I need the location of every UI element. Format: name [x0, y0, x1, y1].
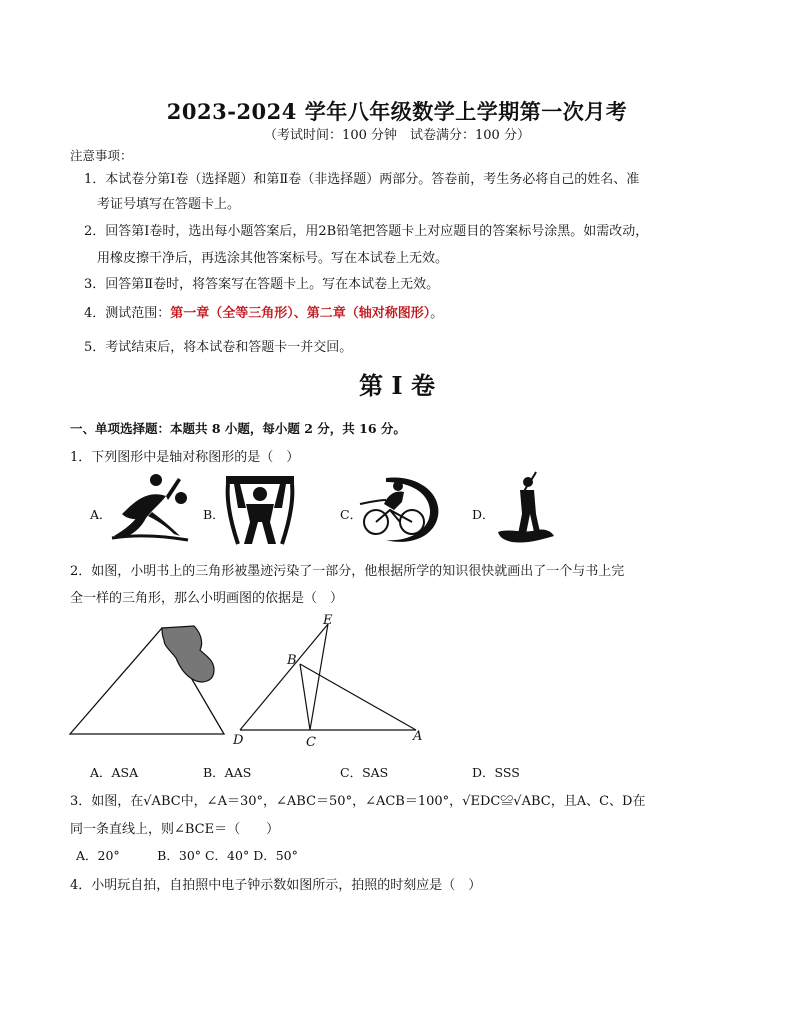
q2-stem-line-1: 2．如图，小明书上的三角形被墨迹污染了一部分，他根据所学的知识很快就画出了一个与书上完: [70, 564, 625, 579]
q3-options: A．20° B．30° C．40° D．50°: [76, 848, 298, 863]
q1-option-a-label: A．: [90, 507, 112, 522]
notice-item-3: 3．回答第Ⅱ卷时，将答案写在答题卡上。写在本试卷上无效。: [84, 277, 440, 292]
notice-item-4: [84, 305, 443, 323]
notice-item-4-label: 4．测试范围：: [84, 306, 171, 321]
q1-stem: 1．下列图形中是轴对称图形的是（ ）: [70, 450, 300, 465]
cyclist-icon: [356, 474, 442, 546]
q1-option-c-label: C．: [340, 507, 363, 522]
notice-item-2-cont: 用橡皮擦干净后，再选涂其他答案标号。写在本试卷上无效。: [97, 251, 449, 266]
q2-option-a: A．ASA: [90, 765, 139, 780]
test-scope: 第一章（全等三角形）、第二章（轴对称图形）: [170, 306, 431, 321]
notice-item-1-cont: 考证号填写在答题卡上。: [97, 197, 241, 212]
notice-label: 注意事项：: [70, 148, 133, 163]
exam-title: 2023-2024 学年八年级数学上学期第一次月考: [166, 99, 628, 124]
q2-geometry-figure: [230, 614, 430, 750]
q1-option-d-label: D．: [472, 507, 495, 522]
exam-subtitle: （考试时间：100 分钟 试卷满分：100 分）: [264, 128, 530, 143]
q2-option-c: C．SAS: [340, 765, 389, 780]
point-c-label: C: [306, 735, 316, 750]
point-e-label: E: [323, 613, 333, 628]
section-heading: 一、单项选择题：本题共 8 小题，每小题 2 分，共 16 分。: [70, 421, 406, 436]
q2-option-b: B．AAS: [203, 765, 252, 780]
q4-stem: 4．小明玩自拍，自拍照中电子钟示数如图所示，拍照的时刻应是（ ）: [70, 878, 482, 893]
weightlifter-icon: [224, 474, 296, 546]
q1-option-b-label: B．: [203, 507, 225, 522]
volleyball-player-icon: [108, 470, 190, 542]
golfer-icon: [496, 470, 556, 546]
ink-stained-triangle-figure: [66, 624, 232, 738]
q2-option-d: D．SSS: [472, 765, 520, 780]
q3-stem-line-1: 3．如图，在√ABC中，∠A＝30°，∠ABC＝50°，∠ACB＝100°，√EDC≌√ABC，且A、C、D在: [70, 794, 646, 809]
notice-item-2: 2．回答第Ⅰ卷时，选出每小题答案后，用2B铅笔把答题卡上对应题目的答案标号涂黑。如需改动，: [84, 224, 649, 239]
notice-item-4-end: 。: [430, 306, 444, 321]
q3-stem-line-2: 同一条直线上，则∠BCE＝（ ）: [70, 822, 280, 837]
part-title: 第 I 卷: [359, 371, 435, 400]
point-d-label: D: [233, 733, 244, 748]
point-a-label: A: [413, 729, 423, 744]
q2-stem-line-2: 全一样的三角形，那么小明画图的依据是（ ）: [70, 591, 344, 606]
notice-item-5: 5．考试结束后，将本试卷和答题卡一并交回。: [84, 340, 353, 355]
notice-item-1: 1．本试卷分第Ⅰ卷（选择题）和第Ⅱ卷（非选择题）两部分。答卷前，考生务必将自己的姓名、准: [84, 172, 640, 187]
point-b-label: B: [287, 653, 297, 668]
